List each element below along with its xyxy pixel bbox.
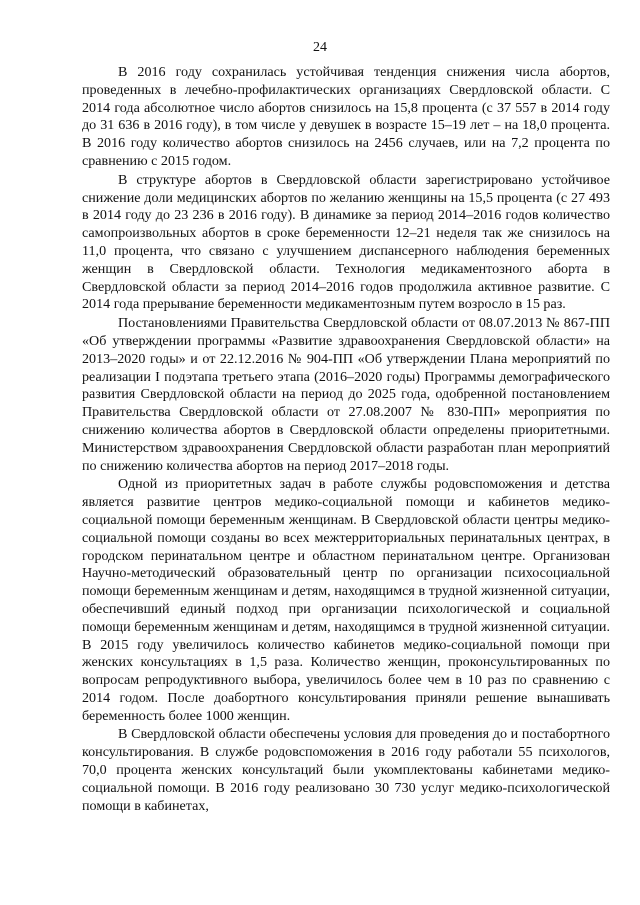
page-number: 24 [313,40,327,55]
paragraph-medical-social-centers: Одной из приоритетных задач в работе службы родовспоможения и детства является развитие центров медико-социальной помощи и кабинетов медико-социальной помощи беременным женщинам. В Свердловской области центры медико-социальной помощи созданы во всех межтерриториальных перинатальных центрах, в городском перинатальном центре и областном перинатальном центре. Организован Научно-методический образовательный центр по организации психосоциальной помощи беременным женщинам и детям, находящимся в трудной жизненной ситуации, обеспечивший единый подход при организации психологической и социальной помощи беременным женщинам и детям, находящимся в трудной жизненной ситуации. В 2015 году увеличилось количество кабинетов медико-социальной помощи при женских консультациях в 1,5 раза. Количество женщин, проконсультированных по вопросам репродуктивного выбора, увеличилось более чем в 10 раз по сравнению с 2014 годом. После доабортного консультирования приняли решение вынашивать беременность более 1000 женщин. [82,476,610,724]
paragraph-government-resolutions: Постановлениями Правительства Свердловской области от 08.07.2013 № 867-ПП «Об утверждении программы «Развитие здравоохранения Свердловской области» на 2013–2020 годы» и от 22.12.2016 № 904-ПП «Об утверждении Плана мероприятий по реализации I подэтапа третьего этапа (2016–2020 годы) Программы демографического развития Свердловской области на период до 2025 года, одобренной постановлением Правительства Свердловской области от 27.08.2007 № 830-ПП» мероприятия по снижению количества абортов в Свердловской области определены приоритетными. Министерством здравоохранения Свердловской области разработан план мероприятий по снижению количества абортов на период 2017–2018 годы. [82,315,610,474]
paragraph-counseling-conditions: В Свердловской области обеспечены условия для проведения до и постабортного консультирования. В службе родовспоможения в 2016 году работали 55 психологов, 70,0 процента женских консультаций были укомплектованы кабинетами медико-социальной помощи. В 2016 году реализовано 30 730 услуг медико-психологической помощи в кабинетах, [82,726,610,814]
paragraph-abortion-trend: В 2016 году сохранилась устойчивая тенденция снижения числа абортов, проведенных в лечебно-профилактических организациях Свердловской области. С 2014 года абсолютное число абортов снизилось на 15,8 процента (с 37 557 в 2014 году до 31 636 в 2016 году), в том числе у девушек в возрасте 15–19 лет – на 18,0 процента. В 2016 году количество абортов снизилось на 2456 случаев, или на 7,2 процента по сравнению с 2015 годом. [82,64,610,169]
page-body [82,64,610,815]
paragraph-abortion-structure: В структуре абортов в Свердловской области зарегистрировано устойчивое снижение доли медицинских абортов по желанию женщины на 15,5 процента (с 27 493 в 2014 году до 23 236 в 2016 году). В динамике за период 2014–2016 годов количество самопроизвольных абортов в сроке беременности 12–21 неделя так же снизилось на 11,0 процента, что связано с улучшением диспансерного наблюдения беременных женщин в Свердловской области. Технология медикаментозного аборта в Свердловской области за период 2014–2016 годов продолжила активное развитие. С 2014 года прерывание беременности медикаментозным путем возросло в 15 раз. [82,171,610,313]
